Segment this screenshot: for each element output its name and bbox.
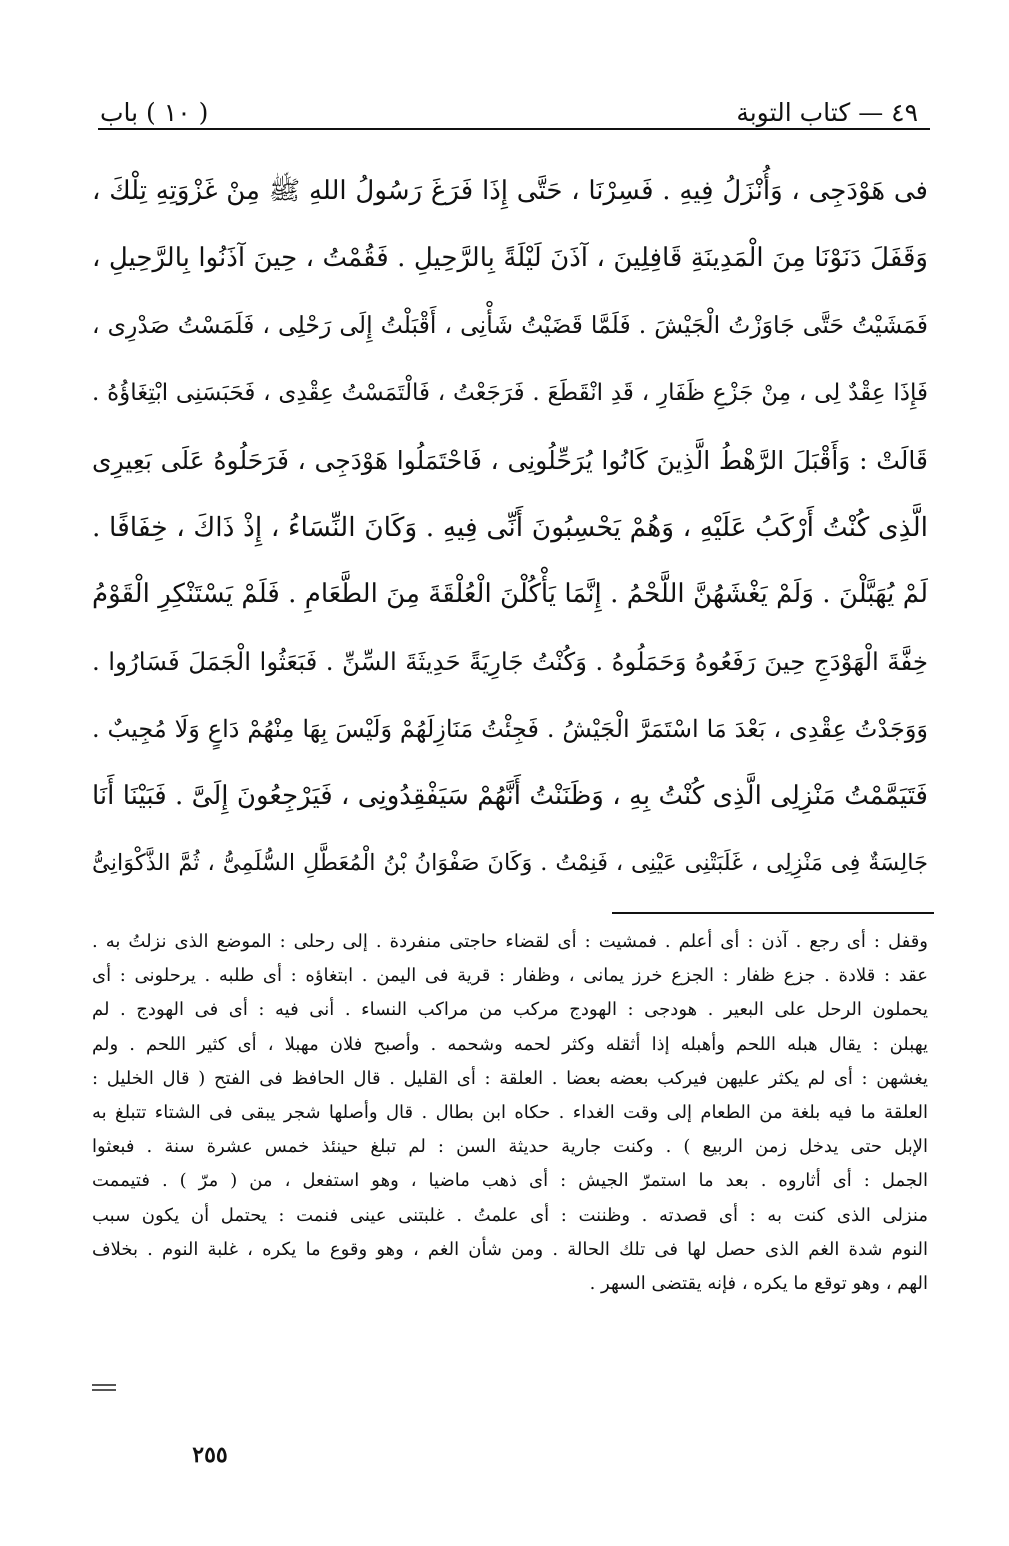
footnote-line: النوم شدة الغم الذى حصل لها فى تلك الحالة . ومن شأن الغم ، وهو وقوع ما يكره ، غلبة النوم . بخلاف: [92, 1238, 928, 1260]
footnote-line: العلقة ما فيه بلغة من الطعام إلى وقت الغداء . حكاه ابن بطال . قال وأصلها شجر يبقى فى الشتاء تتبلغ به: [92, 1101, 928, 1123]
text-line: لَمْ يُهَبَّلْنَ . وَلَمْ يَغْشَهُنَّ اللَّحْمُ . إِنَّمَا يَأْكُلْنَ الْعُلْقَةَ مِنَ الطَّعَامِ . فَلَمْ يَسْتَنْكِرِ الْقَوْمُ: [92, 579, 928, 610]
header-book-title: ٤٩ — كتاب التوبة: [736, 97, 918, 127]
text-line: خِفَّةَ الْهَوْدَجِ حِينَ رَفَعُوهُ وَحَمَلُوهُ . وَكُنْتُ جَارِيَةً حَدِيثَةَ السِّنِّ . فَبَعَثُوا الْجَمَلَ فَسَارُوا .: [92, 647, 928, 677]
footnote-line: الإبل حتى يدخل زمن الربيع ) . وكنت جارية حديثة السن : لم تبلغ حينئذ خمس عشرة سنة . فبعثوا: [92, 1136, 928, 1158]
page-number: ٢٥٥: [192, 1442, 228, 1468]
text-line: فَتَيَمَّمْتُ مَنْزِلِى الَّذِى كُنْتُ بِهِ ، وَظَنَنْتُ أَنَّهُمْ سَيَفْقِدُونِى ، فَيَرْجِعُونَ إِلَىَّ . فَبَيْنَا أَنَا: [92, 780, 928, 811]
header-chapter-number: ( ١٠ ) باب: [100, 97, 209, 127]
text-line: فَمَشَيْتُ حَتَّى جَاوَزْتُ الْجَيْشَ . فَلَمَّا قَضَيْتُ شَأْنِى ، أَقْبَلْتُ إِلَى رَحْلِى ، فَلَمَسْتُ صَدْرِى ،: [92, 311, 928, 340]
text-line: جَالِسَةٌ فِى مَنْزِلِى ، غَلَبَتْنِى عَيْنِى ، فَنِمْتُ . وَكَانَ صَفْوَانُ بْنُ الْمُعَطَّلِ السُّلَمِىُّ ، ثُمَّ الذَّكْوَانِىُّ: [92, 849, 928, 876]
footnote-separator: [612, 912, 934, 914]
hadith-text: [92, 158, 928, 898]
footnote-line: الجمل : أى أثاروه . بعد ما استمرّ الجيش : أى ذهب ماضيا ، وهو استفعل ، من ( مرّ ) . فتيممت: [92, 1170, 928, 1192]
text-line: الَّذِى كُنْتُ أَرْكَبُ عَلَيْهِ ، وَهُمْ يَحْسِبُونَ أَنِّى فِيهِ . وَكَانَ النِّسَاءُ ، إِذْ ذَاكَ ، خِفَافًا .: [92, 511, 928, 543]
footnote-line: يحملون الرحل على البعير . هودجى : الهودج مركب من مراكب النساء . أنى فيه : أى فى الهودج . لم: [92, 999, 928, 1021]
text-line: فى هَوْدَجِى ، وَأُنْزَلُ فِيهِ . فَسِرْنَا ، حَتَّى إِذَا فَرَغَ رَسُولُ اللهِ ﷺ مِنْ غَزْوَتِهِ تِلْكَ ،: [92, 176, 928, 206]
footnote-line: وقفل : أى رجع . آذن : أى أعلم . فمشيت : أى لقضاء حاجتى منفردة . إلى رحلى : الموضع الذى نزلتُ به .: [92, 931, 928, 952]
text-line: وَوَجَدْتُ عِقْدِى ، بَعْدَ مَا اسْتَمَرَّ الْجَيْشُ . فَجِئْتُ مَنَازِلَهُمْ وَلَيْسَ بِهَا مِنْهُمْ دَاعٍ وَلَا مُجِيبٌ .: [92, 714, 928, 743]
footnote-line: عقد : قلادة . جزع ظفار : الجزع خرز يمانى ، وظفار : قرية فى اليمن . ابتغاؤه : أى طلبه . يرحلونى : أى: [92, 965, 928, 987]
running-header: [100, 92, 918, 132]
footnote-line: الهم ، وهو توقع ما يكره ، فإنه يقتضى السهر .: [589, 1272, 928, 1294]
footnotes: [92, 925, 928, 1425]
text-line: وَقَفَلَ دَنَوْنَا مِنَ الْمَدِينَةِ قَافِلِينَ ، آذَنَ لَيْلَةً بِالرَّحِيلِ . فَقُمْتُ ، حِينَ آذَنُوا بِالرَّحِيلِ ،: [92, 243, 928, 274]
end-of-section-mark: [92, 1384, 116, 1394]
text-line: فَإِذَا عِقْدٌ لِى ، مِنْ جَزْعِ ظَفَارِ ، قَدِ انْقَطَعَ . فَرَجَعْتُ ، فَالْتَمَسْتُ عِقْدِى ، فَحَبَسَنِى ابْتِغَاؤُهُ .: [92, 379, 928, 406]
header-rule: [98, 128, 930, 130]
footnote-line: يغشهن : أى لم يكثر عليهن فيركب بعضه بعضا . العلقة : أى القليل . قال الحافظ فى الفتح ( قال الخليل :: [92, 1067, 928, 1089]
text-line: قَالَتْ : وَأَقْبَلَ الرَّهْطُ الَّذِينَ كَانُوا يُرَحِّلُونِى ، فَاحْتَمَلُوا هَوْدَجِى ، فَرَحَلُوهُ عَلَى بَعِيرِى: [92, 445, 928, 475]
footnote-line: يهبلن : يقال هبله اللحم وأهبله إذا أثقله وكثر لحمه وشحمه . وأصبح فلان مهبلا ، أى كثير اللحم . ولم: [92, 1033, 928, 1055]
footnote-line: منزلى الذى كنت به : أى قصدته . وظننت : أى علمتُ . غلبتنى عينى فنمت : يحتمل أن يكون سبب: [92, 1204, 928, 1226]
